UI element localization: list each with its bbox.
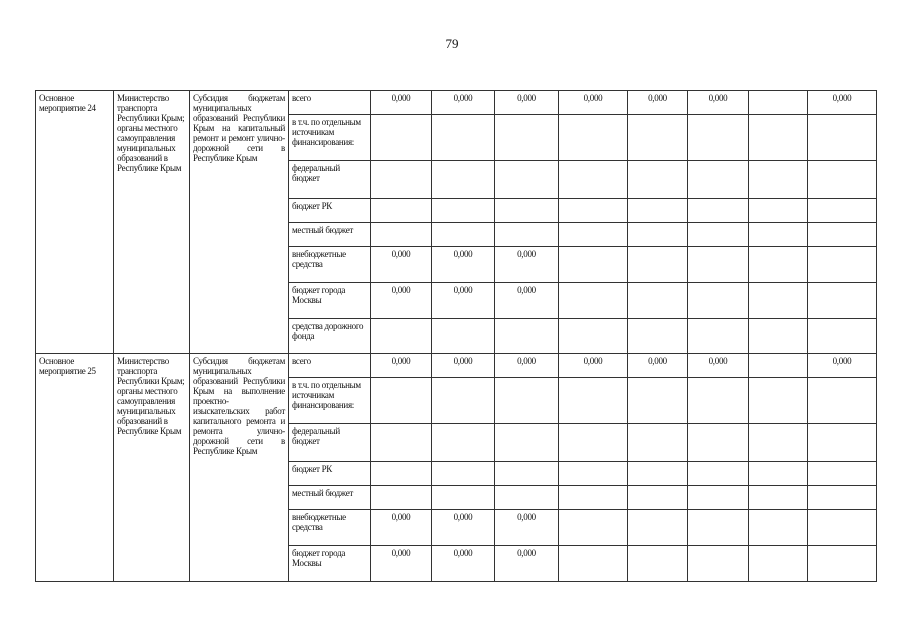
funding-source-cell: бюджет города Москвы bbox=[289, 546, 371, 582]
amount-cell: 0,000 bbox=[495, 247, 559, 283]
amount-cell: 0,000 bbox=[559, 354, 628, 378]
amount-cell bbox=[371, 486, 432, 510]
amount-cell bbox=[371, 378, 432, 424]
funding-source-cell: федеральный бюджет bbox=[289, 161, 371, 199]
amount-cell bbox=[688, 115, 749, 161]
amount-cell: 0,000 bbox=[371, 247, 432, 283]
funding-source-cell: в т.ч. по отдельным источникам финансирования: bbox=[289, 378, 371, 424]
amount-cell bbox=[559, 283, 628, 319]
amount-cell bbox=[808, 319, 877, 354]
amount-cell bbox=[688, 199, 749, 223]
amount-cell bbox=[432, 319, 495, 354]
amount-cell bbox=[749, 283, 808, 319]
amount-cell: 0,000 bbox=[628, 91, 688, 115]
amount-cell: 0,000 bbox=[688, 91, 749, 115]
amount-cell bbox=[495, 319, 559, 354]
amount-cell bbox=[688, 424, 749, 462]
amount-cell bbox=[495, 161, 559, 199]
funding-source-cell: бюджет РК bbox=[289, 462, 371, 486]
amount-cell bbox=[495, 486, 559, 510]
amount-cell bbox=[808, 462, 877, 486]
amount-cell bbox=[432, 462, 495, 486]
amount-cell bbox=[628, 199, 688, 223]
amount-cell: 0,000 bbox=[371, 283, 432, 319]
funding-source-cell: всего bbox=[289, 354, 371, 378]
event-name-cell: Основное мероприятие 24 bbox=[36, 91, 114, 354]
amount-cell bbox=[371, 223, 432, 247]
funding-source-cell: средства дорожного фонда bbox=[289, 319, 371, 354]
amount-cell: 0,000 bbox=[808, 354, 877, 378]
amount-cell bbox=[432, 223, 495, 247]
funding-source-cell: внебюджетные средства bbox=[289, 247, 371, 283]
amount-cell: 0,000 bbox=[432, 546, 495, 582]
amount-cell bbox=[628, 247, 688, 283]
amount-cell bbox=[628, 546, 688, 582]
amount-cell bbox=[808, 199, 877, 223]
amount-cell: 0,000 bbox=[808, 91, 877, 115]
executor-cell: Министерство транспорта Республики Крым; органы местного самоуправления муниципальных образований в Республике Крым bbox=[114, 354, 190, 582]
amount-cell bbox=[628, 319, 688, 354]
financing-table bbox=[35, 90, 877, 582]
amount-cell bbox=[371, 115, 432, 161]
amount-cell bbox=[808, 247, 877, 283]
amount-cell bbox=[749, 247, 808, 283]
amount-cell: 0,000 bbox=[559, 91, 628, 115]
funding-source-cell: местный бюджет bbox=[289, 486, 371, 510]
amount-cell bbox=[628, 486, 688, 510]
amount-cell bbox=[495, 378, 559, 424]
amount-cell bbox=[559, 319, 628, 354]
amount-cell: 0,000 bbox=[432, 354, 495, 378]
amount-cell bbox=[559, 378, 628, 424]
amount-cell: 0,000 bbox=[371, 510, 432, 546]
amount-cell: 0,000 bbox=[688, 354, 749, 378]
amount-cell bbox=[749, 378, 808, 424]
funding-source-cell: внебюджетные средства bbox=[289, 510, 371, 546]
table-row bbox=[36, 354, 877, 378]
amount-cell bbox=[749, 161, 808, 199]
amount-cell bbox=[808, 115, 877, 161]
amount-cell bbox=[749, 319, 808, 354]
amount-cell: 0,000 bbox=[628, 354, 688, 378]
funding-source-cell: федеральный бюджет bbox=[289, 424, 371, 462]
amount-cell bbox=[808, 546, 877, 582]
amount-cell bbox=[688, 223, 749, 247]
amount-cell bbox=[688, 546, 749, 582]
amount-cell bbox=[808, 510, 877, 546]
amount-cell bbox=[495, 223, 559, 247]
amount-cell bbox=[688, 462, 749, 486]
amount-cell bbox=[559, 115, 628, 161]
amount-cell bbox=[808, 378, 877, 424]
amount-cell bbox=[371, 161, 432, 199]
amount-cell bbox=[371, 462, 432, 486]
amount-cell bbox=[688, 378, 749, 424]
amount-cell bbox=[628, 462, 688, 486]
amount-cell bbox=[749, 354, 808, 378]
amount-cell: 0,000 bbox=[432, 91, 495, 115]
amount-cell bbox=[808, 161, 877, 199]
amount-cell bbox=[432, 199, 495, 223]
amount-cell bbox=[495, 462, 559, 486]
amount-cell bbox=[432, 378, 495, 424]
amount-cell bbox=[628, 115, 688, 161]
event-name-cell: Основное мероприятие 25 bbox=[36, 354, 114, 582]
amount-cell bbox=[495, 115, 559, 161]
executor-cell: Министерство транспорта Республики Крым; органы местного самоуправления муниципальных образований в Республике Крым bbox=[114, 91, 190, 354]
table-row bbox=[36, 91, 877, 115]
amount-cell bbox=[371, 424, 432, 462]
amount-cell: 0,000 bbox=[371, 91, 432, 115]
amount-cell: 0,000 bbox=[495, 91, 559, 115]
amount-cell bbox=[749, 424, 808, 462]
amount-cell bbox=[432, 424, 495, 462]
amount-cell bbox=[749, 462, 808, 486]
amount-cell bbox=[495, 424, 559, 462]
amount-cell bbox=[749, 546, 808, 582]
amount-cell: 0,000 bbox=[371, 354, 432, 378]
amount-cell bbox=[688, 161, 749, 199]
amount-cell bbox=[688, 283, 749, 319]
amount-cell: 0,000 bbox=[495, 283, 559, 319]
amount-cell bbox=[628, 424, 688, 462]
amount-cell bbox=[628, 283, 688, 319]
amount-cell bbox=[628, 161, 688, 199]
amount-cell bbox=[749, 115, 808, 161]
amount-cell bbox=[628, 510, 688, 546]
amount-cell bbox=[688, 510, 749, 546]
description-cell: Субсидия бюджетам муниципальных образований Республики Крым на выполнение проектно-изыскательских работ капитального ремонта и ремонта улично-дорожной сети в Республике Крым bbox=[190, 354, 289, 582]
amount-cell: 0,000 bbox=[371, 546, 432, 582]
amount-cell bbox=[749, 199, 808, 223]
page-number: 79 bbox=[445, 36, 459, 51]
amount-cell bbox=[371, 199, 432, 223]
amount-cell bbox=[559, 161, 628, 199]
amount-cell bbox=[628, 378, 688, 424]
amount-cell bbox=[808, 223, 877, 247]
amount-cell bbox=[559, 199, 628, 223]
amount-cell bbox=[688, 486, 749, 510]
amount-cell bbox=[808, 283, 877, 319]
amount-cell bbox=[432, 115, 495, 161]
amount-cell bbox=[688, 319, 749, 354]
description-cell: Субсидия бюджетам муниципальных образований Республики Крым на капитальный ремонт и ремонт улично-дорожной сети в Республике Крым bbox=[190, 91, 289, 354]
amount-cell bbox=[559, 486, 628, 510]
funding-source-cell: местный бюджет bbox=[289, 223, 371, 247]
funding-source-cell: всего bbox=[289, 91, 371, 115]
amount-cell bbox=[495, 199, 559, 223]
amount-cell bbox=[559, 510, 628, 546]
amount-cell bbox=[432, 486, 495, 510]
funding-source-cell: бюджет города Москвы bbox=[289, 283, 371, 319]
amount-cell: 0,000 bbox=[432, 510, 495, 546]
amount-cell bbox=[808, 486, 877, 510]
amount-cell: 0,000 bbox=[432, 247, 495, 283]
amount-cell bbox=[559, 247, 628, 283]
amount-cell bbox=[559, 462, 628, 486]
amount-cell bbox=[371, 319, 432, 354]
amount-cell bbox=[432, 161, 495, 199]
amount-cell bbox=[628, 223, 688, 247]
amount-cell bbox=[559, 546, 628, 582]
amount-cell: 0,000 bbox=[432, 283, 495, 319]
amount-cell bbox=[688, 247, 749, 283]
funding-source-cell: бюджет РК bbox=[289, 199, 371, 223]
funding-source-cell: в т.ч. по отдельным источникам финансирования: bbox=[289, 115, 371, 161]
amount-cell bbox=[559, 223, 628, 247]
amount-cell: 0,000 bbox=[495, 546, 559, 582]
amount-cell: 0,000 bbox=[495, 354, 559, 378]
amount-cell bbox=[749, 91, 808, 115]
amount-cell: 0,000 bbox=[495, 510, 559, 546]
amount-cell bbox=[749, 510, 808, 546]
amount-cell bbox=[808, 424, 877, 462]
amount-cell bbox=[749, 486, 808, 510]
amount-cell bbox=[559, 424, 628, 462]
amount-cell bbox=[749, 223, 808, 247]
